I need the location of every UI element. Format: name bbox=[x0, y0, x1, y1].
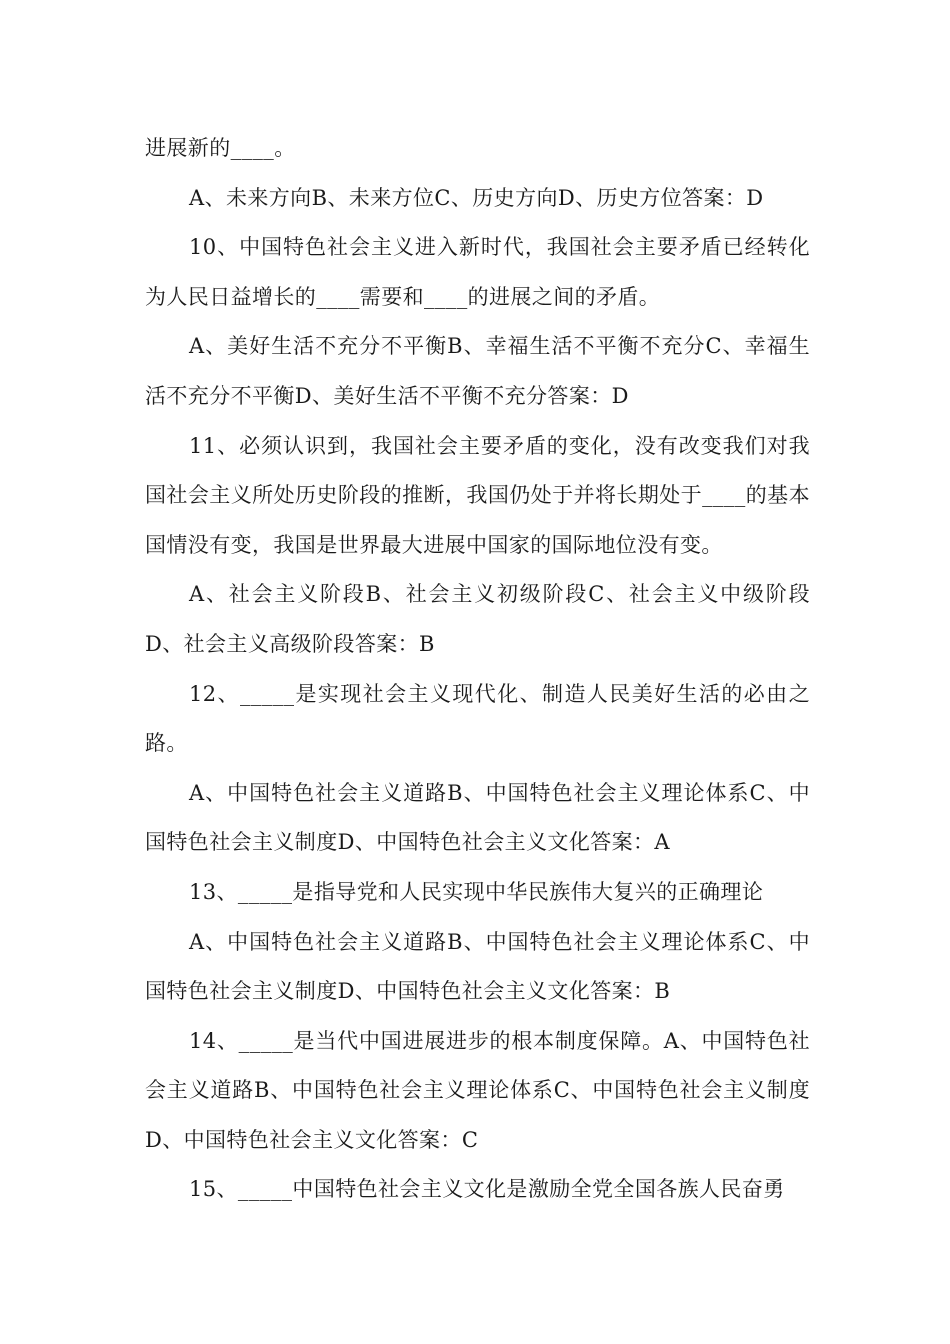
question-11-options: A、社会主义阶段B、社会主义初级阶段C、社会主义中级阶段D、社会主义高级阶段答案：B bbox=[145, 582, 810, 656]
paragraph-continuation: 进展新的____。 bbox=[145, 136, 296, 160]
question-9-options: A、未来方向B、未来方位C、历史方向D、历史方位答案：D bbox=[189, 185, 764, 210]
question-10-stem: 10、中国特色社会主义进入新时代，我国社会主要矛盾已经转化为人民日益增长的____需要和____的进展之间的矛盾。 bbox=[145, 235, 810, 309]
question-11-stem: 11、必须认识到，我国社会主要矛盾的变化，没有改变我们对我国社会主义所处历史阶段的推断，我国仍处于并将长期处于____的基本国情没有变，我国是世界最大进展中国家的国际地位没有变。 bbox=[145, 433, 810, 557]
question-12-stem: 12、_____是实现社会主义现代化、制造人民美好生活的必由之路。 bbox=[145, 681, 810, 756]
question-13-options: A、中国特色社会主义道路B、中国特色社会主义理论体系C、中国特色社会主义制度D、中国特色社会主义文化答案：B bbox=[145, 929, 810, 1004]
question-14-stem-and-options: 14、_____是当代中国进展进步的根本制度保障。A、中国特色社会主义道路B、中国特色社会主义理论体系C、中国特色社会主义制度D、中国特色社会主义文化答案：C bbox=[145, 1028, 810, 1152]
question-13-stem: 13、_____是指导党和人民实现中华民族伟大复兴的正确理论 bbox=[189, 879, 764, 904]
question-10-options: A、美好生活不充分不平衡B、幸福生活不平衡不充分C、幸福生活不充分不平衡D、美好生活不平衡不充分答案：D bbox=[145, 334, 810, 408]
document-body bbox=[145, 124, 810, 1215]
question-15-stem: 15、_____中国特色社会主义文化是激励全党全国各族人民奋勇 bbox=[189, 1177, 785, 1202]
question-12-options: A、中国特色社会主义道路B、中国特色社会主义理论体系C、中国特色社会主义制度D、中国特色社会主义文化答案：A bbox=[145, 780, 810, 855]
